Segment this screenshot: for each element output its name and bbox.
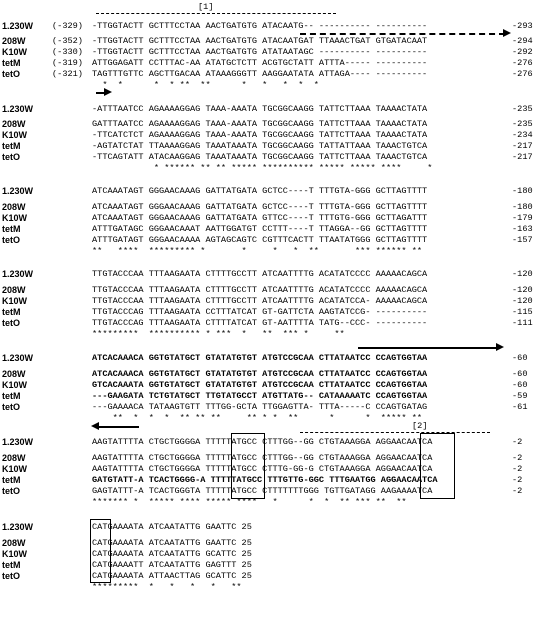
repeat-arrow-dashed xyxy=(300,33,505,35)
sequence-line: -TTGGTACTT GCTTTCCTAA AACTGATGTG ATACAATGAT TTAAACTGAT GTGATACAAT xyxy=(92,36,428,46)
arrow-head-left-icon xyxy=(91,422,99,430)
sequence-line: TTGTACCCAA TTTAAGAATA CTTTTGCCTT ATCAATTTTG ACATATCCA- AAAAACAGCA xyxy=(92,296,428,306)
sequence-line: TTGTACCCAA TTTAAGAATA CTTTTGCCTT ATCAATTTTG ACATATCCCC AAAAACAGCA xyxy=(92,285,428,295)
promoter-arrow xyxy=(358,347,498,349)
sequence-line: TTGTACCCAG TTTAAGAATA CCTTTATCAT GT-GATTCTA AAGTATCCG- ---------- xyxy=(92,307,428,317)
region-1-dash xyxy=(96,13,336,14)
row-label: 1.230W xyxy=(2,437,34,447)
sequence-line: AAGTATTTTA CTGCTGGGGA TTTTTATGCC CTTTGG--GG CTGTAAAGGA AGGAACAATCA xyxy=(92,437,433,447)
arrow-head-right-icon xyxy=(503,29,511,37)
sequence-line: CATGAAAATA ATTAACTTAG GCATTC 25 xyxy=(92,571,252,581)
row-label: 208W xyxy=(2,369,26,379)
row-end: -2 xyxy=(512,437,523,447)
row-label: 208W xyxy=(2,538,26,548)
row-label: K10W xyxy=(2,549,28,559)
row-offset: (-329) xyxy=(52,21,83,31)
row-end: -217 xyxy=(512,152,533,162)
arrow-head-right-icon xyxy=(496,343,504,351)
boxed-region-rbs xyxy=(420,433,455,499)
row-end: -2 xyxy=(512,475,523,485)
row-label: K10W xyxy=(2,130,28,140)
row-label: tetO xyxy=(2,152,20,162)
conservation-stars: ********* * * * * ** xyxy=(92,582,242,592)
row-end: -235 xyxy=(512,119,533,129)
row-label: tetO xyxy=(2,318,20,328)
row-offset: (-330) xyxy=(52,47,83,57)
row-end: -120 xyxy=(512,296,533,306)
marker-1: [1] xyxy=(198,2,214,12)
sequence-line: -ATTTAATCC AGAAAAGGAG TAAA-AAATA TGCGGCAAGG TATTCTTAAA TAAAACTATA xyxy=(92,104,428,114)
row-label: K10W xyxy=(2,380,28,390)
row-offset: (-321) xyxy=(52,69,83,79)
sequence-line: CATGAAAATT ATCAATATTG GAGTTT 25 xyxy=(92,560,252,570)
row-end: -180 xyxy=(512,186,533,196)
row-end: -163 xyxy=(512,224,533,234)
row-end: -2 xyxy=(512,486,523,496)
sequence-line: AAGTATTTTA CTGCTGGGGA TTTTTATGCC CTTTGG--GG CTGTAAAGGA AGGAACAATCA xyxy=(92,453,433,463)
row-end: -292 xyxy=(512,47,533,57)
row-label: 1.230W xyxy=(2,21,34,31)
row-end: -59 xyxy=(512,391,528,401)
sequence-line: -AGTATCTAT TTAAAAGGAG TAAATAAATA TGCGGCAAGG TATTATTAAA TAAACTGTCA xyxy=(92,141,428,151)
row-end: -2 xyxy=(512,464,523,474)
sequence-line: -TTGGTACTT GCTTTCCTAA AACTGATGTG ATACAATG-- ---------- ---------- xyxy=(92,21,428,31)
sequence-line: ATTTGATAGT GGGAACAAAA AGTAGCAGTC CGTTTCACTT TTAATATGGG GCTTAGTTTT xyxy=(92,235,428,245)
conservation-stars: ******* * ***** **** ***** **** * * * ** *** ** ** xyxy=(92,497,407,507)
row-end: -115 xyxy=(512,307,533,317)
start-codon-box xyxy=(90,519,111,583)
row-offset: (-352) xyxy=(52,36,83,46)
row-label: 208W xyxy=(2,453,26,463)
row-label: tetO xyxy=(2,235,20,245)
row-label: 1.230W xyxy=(2,104,34,114)
row-label: tetM xyxy=(2,475,21,485)
row-label: tetM xyxy=(2,307,21,317)
row-end: -293 xyxy=(512,21,533,31)
row-label: tetO xyxy=(2,69,20,79)
sequence-line: ATCAAATAGT GGGAACAAAG GATTATGATA GTTCC----T TTTGTG-GGG GCTTAGATTT xyxy=(92,213,428,223)
row-label: tetM xyxy=(2,224,21,234)
row-end: -180 xyxy=(512,202,533,212)
row-label: 1.230W xyxy=(2,353,34,363)
row-label: 208W xyxy=(2,285,26,295)
sequence-line: ATTGGAGATT CCTTTAC-AA ATATGCTCTT ACGTGCTATT ATTTA----- ---------- xyxy=(92,58,428,68)
sequence-line: CATGAAAATA ATCAATATTG GAATTC 25 xyxy=(92,522,252,532)
sequence-line: -TTCAGTATT ATACAAGGAG TAAATAAATA TGCGGCAAGG TATTCTTAAA TAAACTGTCA xyxy=(92,152,428,162)
row-label: tetM xyxy=(2,141,21,151)
conservation-stars: * ****** ** ** ***** ********** ***** ***** **** * xyxy=(92,163,433,173)
sequence-line: ATCAAATAGT GGGAACAAAG GATTATGATA GCTCC----T TTTGTA-GGG GCTTAGTTTT xyxy=(92,202,428,212)
sequence-line: CATGAAAATA ATCAATATTG GCATTC 25 xyxy=(92,549,252,559)
sequence-line: ---GAAAACA TATAAGTGTT TTTGG-GCTA TTGGAGTTA- TTTA-----C CCAGTGATAG xyxy=(92,402,428,412)
row-label: 208W xyxy=(2,36,26,46)
row-label: tetM xyxy=(2,391,21,401)
row-offset: (-319) xyxy=(52,58,83,68)
row-end: -235 xyxy=(512,104,533,114)
sequence-line: ---GAAGATA TCTGTATGCT TTGTATGCCT ATGTTATG-- CATAAAAATC CCAGTGGTAA xyxy=(92,391,428,401)
sequence-line: GTCACAAATA GGTGTATGCT GTATATGTGT ATGTCCGCAA CTTATAATCC CCAGTGGTAA xyxy=(92,380,428,390)
reverse-arrow xyxy=(99,426,139,428)
row-label: 1.230W xyxy=(2,522,34,532)
row-end: -120 xyxy=(512,269,533,279)
row-end: -120 xyxy=(512,285,533,295)
row-end: -60 xyxy=(512,369,528,379)
row-label: 208W xyxy=(2,202,26,212)
sequence-line: ATCACAAACA GGTGTATGCT GTATATGTGT ATGTCCGCAA CTTATAATCC CCAGTGGTAA xyxy=(92,369,428,379)
sequence-line: ATCAAATAGT GGGAACAAAG GATTATGATA GCTCC----T TTTGTA-GGG GCTTAGTTTT xyxy=(92,186,428,196)
row-end: -179 xyxy=(512,213,533,223)
conservation-stars: ********* ********** * *** * ** *** * ** xyxy=(92,329,345,339)
sequence-line: GATTTAATCC AGAAAAGGAG TAAA-AAATA TGCGGCAAGG TATTCTTAAA TAAAACTATA xyxy=(92,119,428,129)
sequence-line: ATTTGATAGC GGGAACAAAT AATTGGATGT CCTTT----T TTAGGA--GG GCTTAGTTTT xyxy=(92,224,428,234)
row-end: -61 xyxy=(512,402,528,412)
sequence-line: AAGTATTTTA CTGCTGGGGA TTTTTATGCC CTTTG-GG-G CTGTAAAGGA AGGAACAATCA xyxy=(92,464,433,474)
row-end: -157 xyxy=(512,235,533,245)
row-end: -2 xyxy=(512,453,523,463)
row-label: tetM xyxy=(2,560,21,570)
marker-2: [2] xyxy=(412,421,428,431)
sequence-line: TTGTACCCAG TTTAAGAATA CTTTTATCAT GT-AATTTTA TATG--CCC- ---------- xyxy=(92,318,428,328)
row-label: K10W xyxy=(2,213,28,223)
row-end: -276 xyxy=(512,58,533,68)
sequence-line: GAGTATTT-A TCACTGGGTA TTTTTATGCC CTTTTTTTGGG TGTTGATAGG AAGAAAATCA xyxy=(92,486,433,496)
region-2-dash xyxy=(300,432,490,433)
arrow-head-right-icon xyxy=(104,88,112,96)
row-label: 1.230W xyxy=(2,269,34,279)
row-label: K10W xyxy=(2,464,28,474)
row-label: tetO xyxy=(2,402,20,412)
row-end: -60 xyxy=(512,353,528,363)
row-end: -217 xyxy=(512,141,533,151)
sequence-line: -TTGGTACTT GCTTTCCTAA AACTGATGTG ATATAATAGC ---------- ---------- xyxy=(92,47,428,57)
row-label: tetM xyxy=(2,58,21,68)
row-label: K10W xyxy=(2,296,28,306)
boxed-region-tttt xyxy=(231,433,265,499)
conservation-stars: * * * * ** ** * * * * * xyxy=(92,80,319,90)
row-label: K10W xyxy=(2,47,28,57)
row-end: -276 xyxy=(512,69,533,79)
sequence-line: TAGTTTGTTC AGCTTGACAA ATAAAGGGTT AAGGAATATA ATTAGA---- ---------- xyxy=(92,69,428,79)
row-label: 1.230W xyxy=(2,186,34,196)
row-end: -294 xyxy=(512,36,533,46)
row-end: -60 xyxy=(512,380,528,390)
sequence-line: ATCACAAACA GGTGTATGCT GTATATGTGT ATGTCCGCAA CTTATAATCC CCAGTGGTAA xyxy=(92,353,428,363)
sequence-line: CATGAAAATA ATCAATATTG GAATTC 25 xyxy=(92,538,252,548)
row-end: -234 xyxy=(512,130,533,140)
sequence-line: -TTCATCTCT AGAAAAGGAG TAAA-AAATA TGCGGCAAGG TATTCTTAAA TAAAACTATA xyxy=(92,130,428,140)
row-label: 208W xyxy=(2,119,26,129)
row-end: -111 xyxy=(512,318,533,328)
conservation-stars: ** **** ********* * * * * ** *** ****** ** xyxy=(92,246,423,256)
conservation-stars: ** * * * ** ** ** ** * * ** * * ***** ** xyxy=(92,413,423,423)
row-label: tetO xyxy=(2,486,20,496)
repeat-arrow-small xyxy=(96,92,104,94)
row-label: tetO xyxy=(2,571,20,581)
sequence-line: TTGTACCCAA TTTAAGAATA CTTTTGCCTT ATCAATTTTG ACATATCCCC AAAAACAGCA xyxy=(92,269,428,279)
sequence-line: GATGTATT-A TCACTGGGG-A TTTTTATGCC TTTGTTG-GGC TTTGAATGG AGGAACAATCA xyxy=(92,475,438,485)
